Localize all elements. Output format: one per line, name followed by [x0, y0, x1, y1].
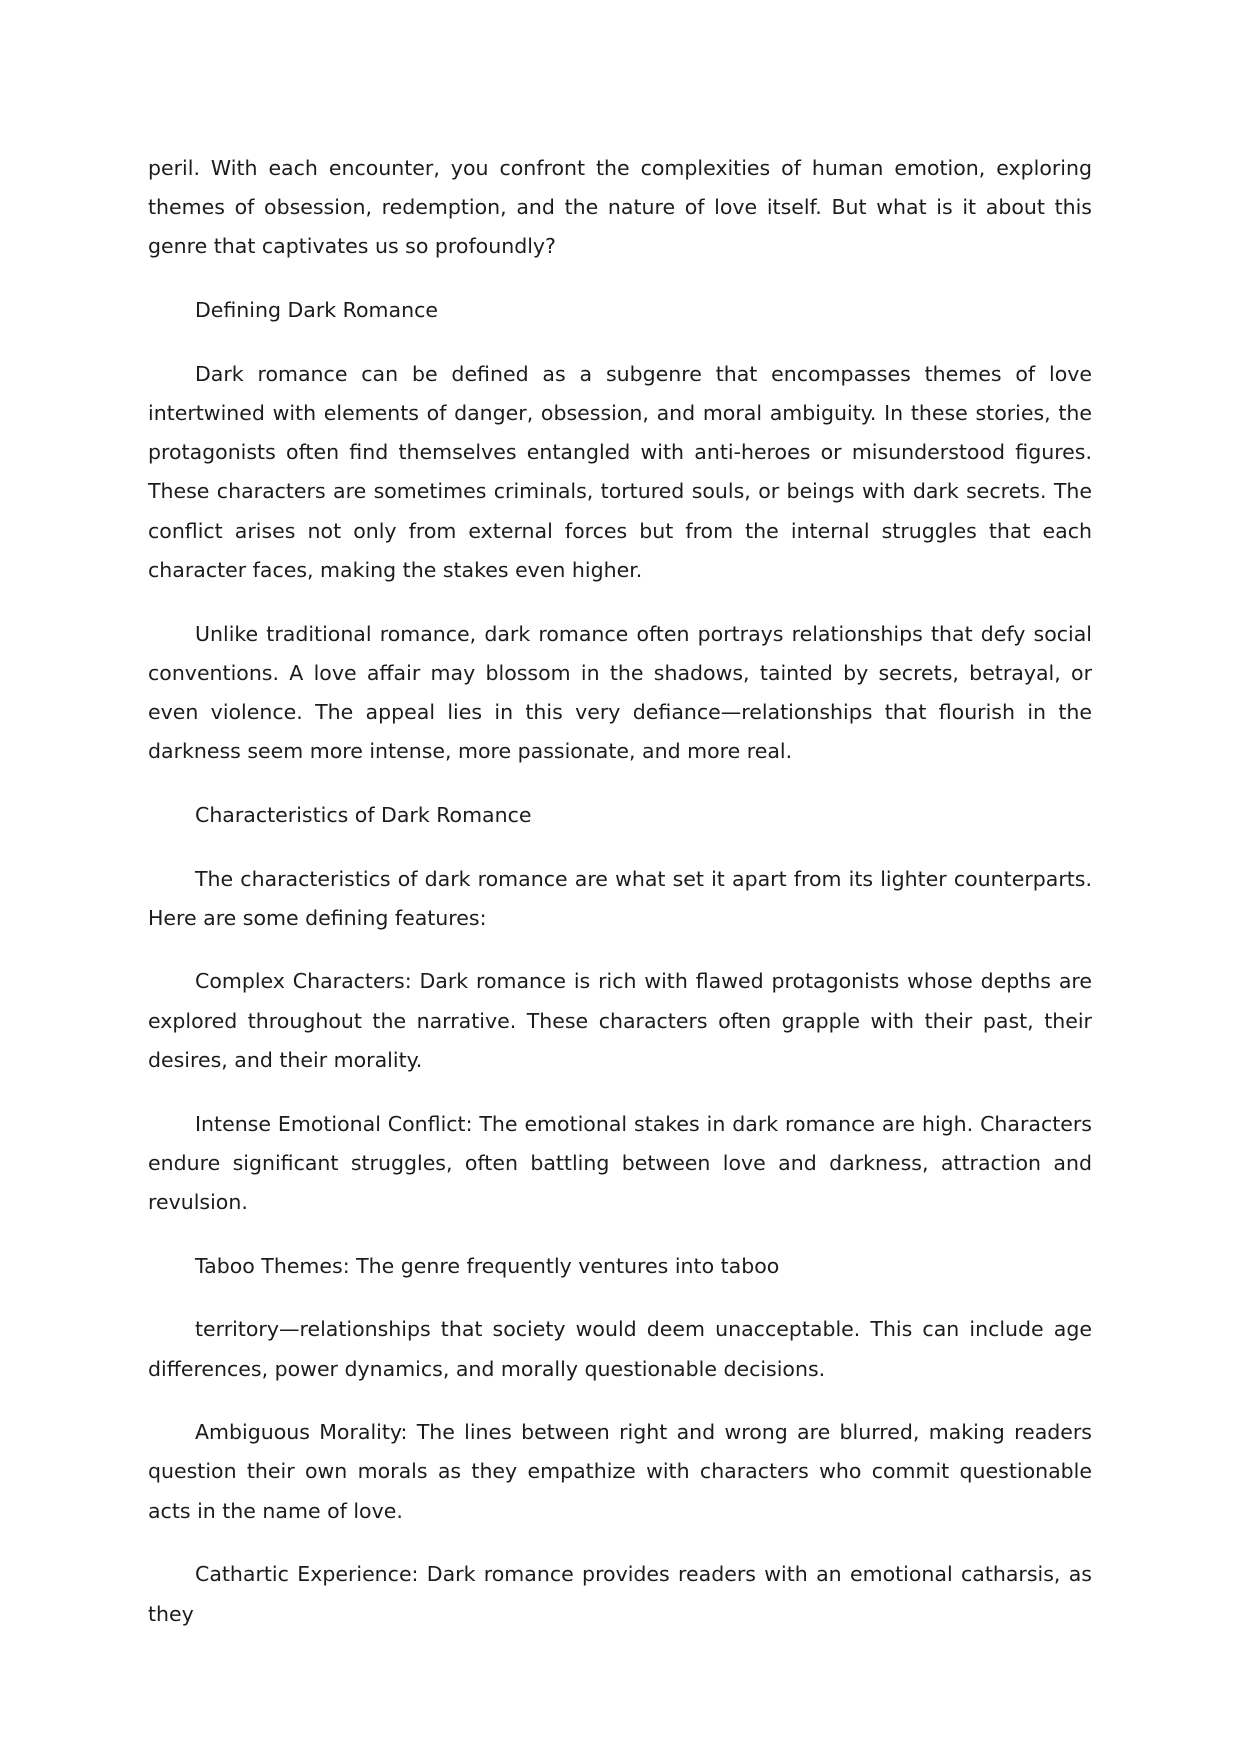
section-heading-characteristics: Characteristics of Dark Romance	[195, 802, 532, 827]
body-text	[148, 149, 1092, 1634]
paragraph-ambiguous-morality: Ambiguous Morality: The lines between right and wrong are blurred, making readers question their own morals as they empathize with characters who commit questionable acts in the name of love.	[148, 1420, 1092, 1523]
paragraph-taboo-themes: Taboo Themes: The genre frequently ventures into taboo	[195, 1253, 780, 1278]
paragraph-taboo-territory: territory—relationships that society would deem unacceptable. This can include age differences, power dynamics, and morally questionable decisions.	[148, 1317, 1092, 1381]
paragraph-continuation: peril. With each encounter, you confront the complexities of human emotion, exploring themes of obsession, redemption, and the nature of love itself. But what is it about this genre that captivates us so profoundly?	[148, 156, 1092, 259]
paragraph-complex-characters: Complex Characters: Dark romance is rich with flawed protagonists whose depths are explored throughout the narrative. These characters often grapple with their past, their desires, and their morality.	[148, 969, 1092, 1072]
paragraph-characteristics-intro: The characteristics of dark romance are what set it apart from its lighter counterparts. Here are some defining features:	[148, 866, 1092, 930]
section-heading-defining: Defining Dark Romance	[195, 298, 438, 323]
paragraph-emotional-conflict: Intense Emotional Conflict: The emotional stakes in dark romance are high. Characters endure significant struggles, often battling between love and darkness, attraction and revulsion.	[148, 1111, 1092, 1214]
paragraph-cathartic-experience: Cathartic Experience: Dark romance provides readers with an emotional catharsis, as they	[148, 1562, 1092, 1626]
paragraph-definition: Dark romance can be defined as a subgenre that encompasses themes of love intertwined with elements of danger, obsession, and moral ambiguity. In these stories, the protagonists often find themselves entangled with anti-heroes or misunderstood figures. These characters are sometimes criminals, tortured souls, or beings with dark secrets. The conflict arises not only from external forces but from the internal struggles that each character faces, making the stakes even higher.	[148, 361, 1092, 582]
paragraph-traditional-comparison: Unlike traditional romance, dark romance often portrays relationships that defy social conventions. A love affair may blossom in the shadows, tainted by secrets, betrayal, or even violence. The appeal lies in this very defiance—relationships that flourish in the darkness seem more intense, more passionate, and more real.	[148, 621, 1092, 764]
